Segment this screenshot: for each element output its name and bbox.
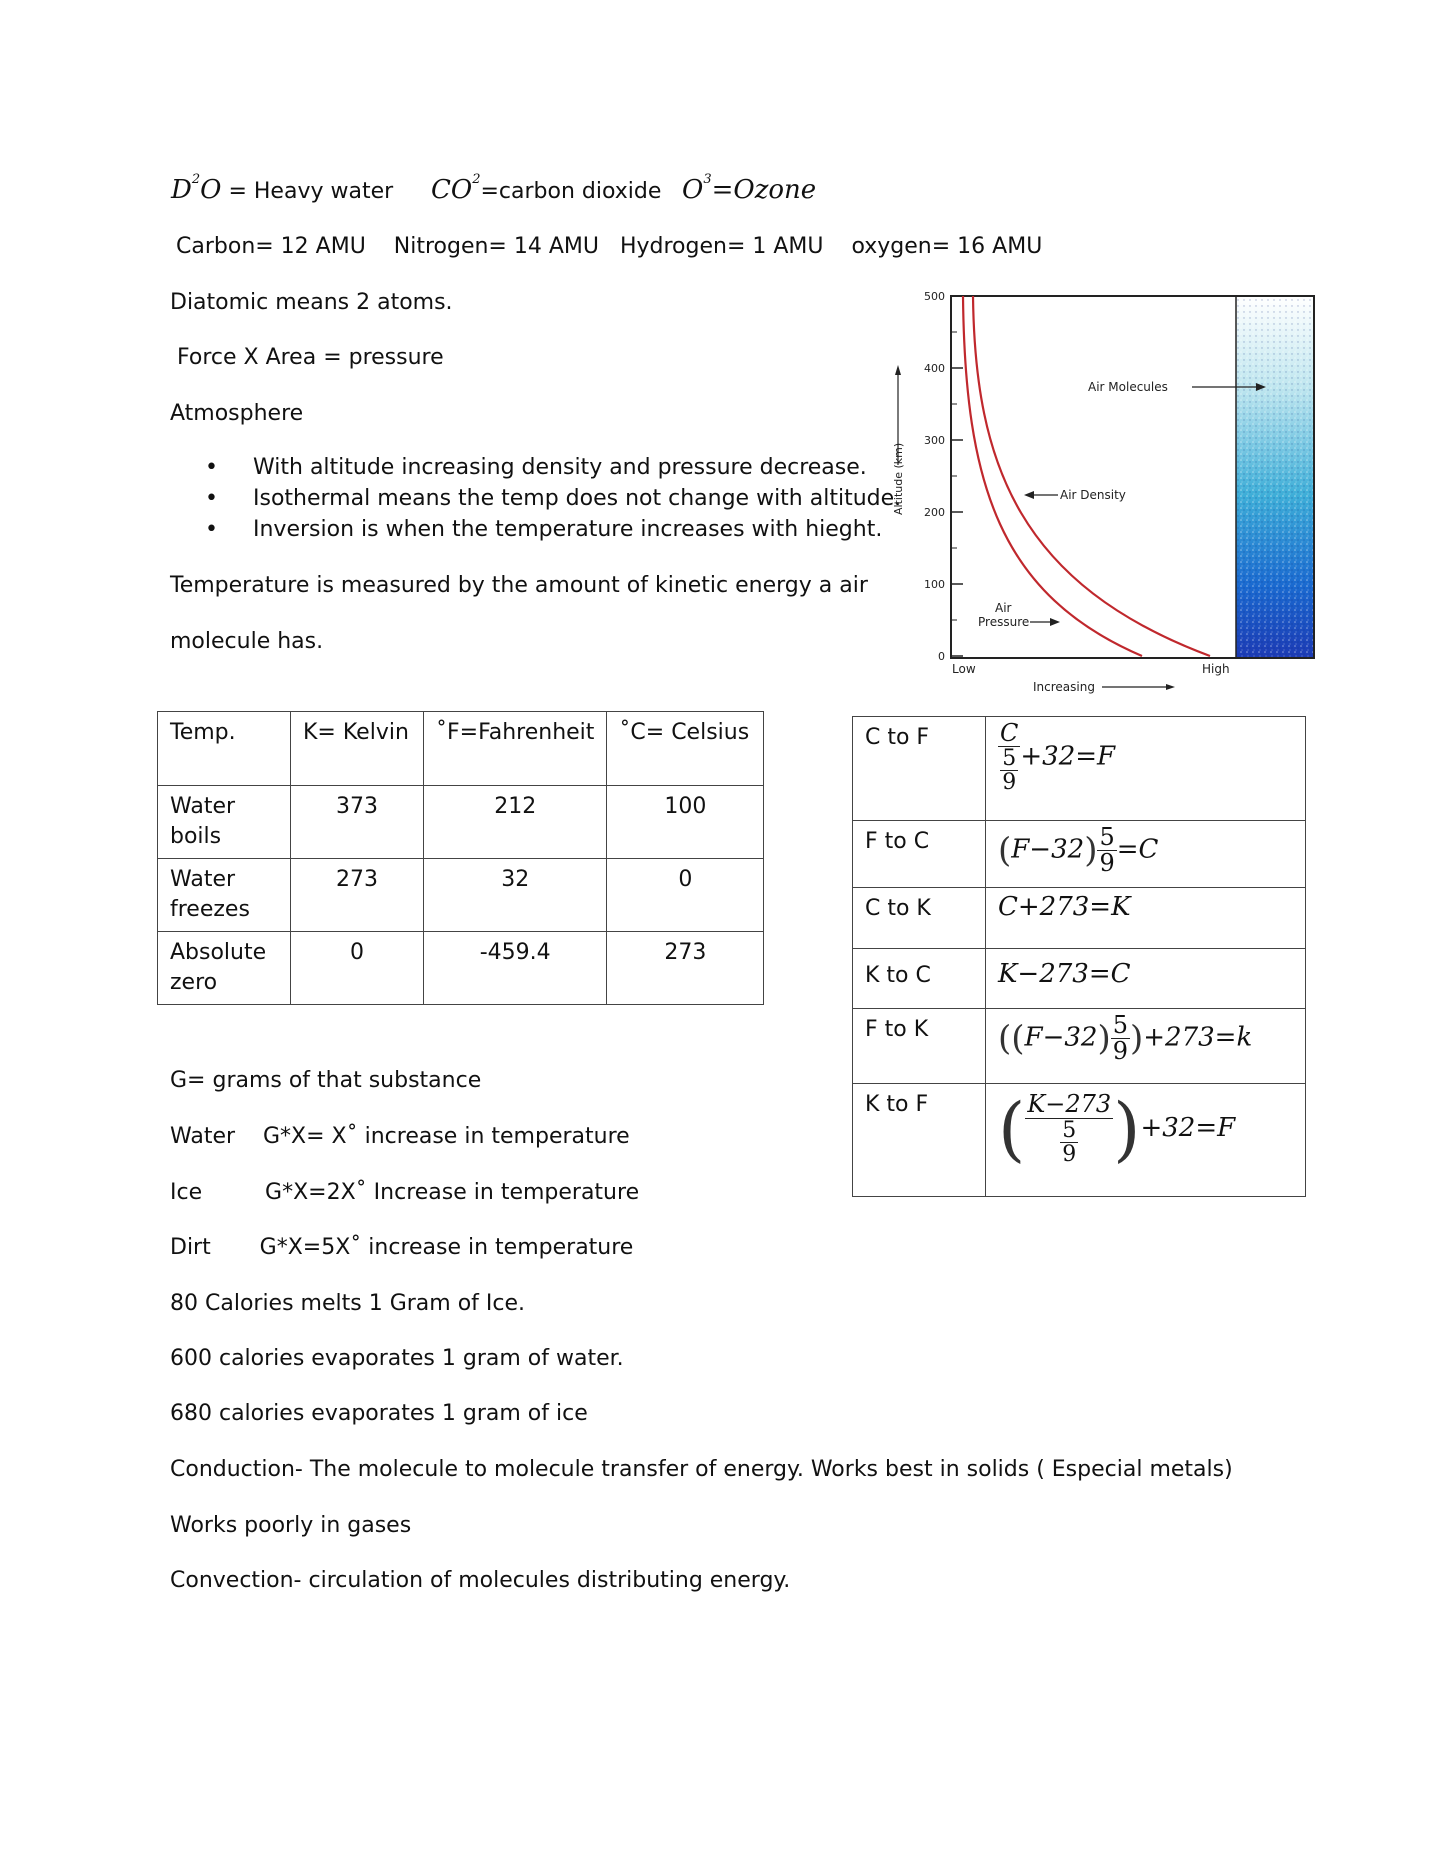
- annotation-pressure: Pressure: [978, 615, 1030, 629]
- carbon-dioxide-line: [431, 172, 662, 205]
- ice-line: Ice G*X=2X˚ Increase in temperature: [170, 1180, 640, 1205]
- convection-line: Convection- circulation of molecules distributing energy.: [170, 1568, 791, 1593]
- bullet-item: • Isothermal means the temp does not change with altitude.: [205, 483, 901, 514]
- calories-line-3: 680 calories evaporates 1 gram of ice: [170, 1401, 588, 1426]
- bullet-item: • With altitude increasing density and pressure decrease.: [205, 452, 901, 483]
- table-cell: Water freezes: [158, 859, 291, 932]
- o3-symbol: $O^3$: [682, 172, 712, 205]
- bullet-item: • Inversion is when the temperature increases with hieght.: [205, 514, 901, 545]
- calories-line-2: 600 calories evaporates 1 gram of water.: [170, 1346, 624, 1371]
- table-row: [158, 932, 764, 1005]
- air-molecules-speckle: [1236, 297, 1313, 657]
- table-header-cell: ˚F=Fahrenheit: [424, 712, 607, 786]
- table-cell: 0: [607, 859, 764, 932]
- table-cell: -459.4: [424, 932, 607, 1005]
- heavy-water-line: [171, 172, 394, 205]
- d2o-symbol: $D^2O$: [171, 172, 222, 205]
- co2-symbol: $CO^2$: [431, 172, 481, 205]
- y-tick-label: 200: [924, 506, 945, 519]
- y-tick-label: 0: [938, 650, 945, 663]
- conversion-row: [853, 949, 1306, 1009]
- atmosphere-heading: Atmosphere: [170, 401, 304, 426]
- table-cell: 373: [291, 786, 424, 859]
- y-axis-label: Altitude (km): [892, 442, 905, 515]
- atmosphere-bullets: [205, 452, 901, 545]
- y-axis-arrowhead: [895, 365, 901, 375]
- table-cell: 0: [291, 932, 424, 1005]
- force-line: Force X Area = pressure: [170, 345, 444, 370]
- x-axis-label: Increasing: [1033, 680, 1095, 694]
- calories-line-1: 80 Calories melts 1 Gram of Ice.: [170, 1291, 526, 1316]
- conversion-label: F to K: [853, 1009, 986, 1084]
- x-tick-low: Low: [952, 662, 976, 676]
- formula-c-to-f: $\frac{C}{\frac{5}{9}}$ +32=F: [986, 717, 1306, 821]
- table-cell: 273: [291, 859, 424, 932]
- x-axis-arrowhead: [1166, 684, 1175, 690]
- diatomic-line: Diatomic means 2 atoms.: [170, 290, 453, 315]
- conversion-label: K to F: [853, 1084, 986, 1197]
- temperature-line-2: molecule has.: [170, 629, 324, 654]
- table-header-row: [158, 712, 764, 786]
- annotation-density-arrowhead: [1024, 491, 1034, 499]
- formula-f-to-k: ((F−32) $\frac{5}{9}$ )+273=k: [986, 1009, 1306, 1084]
- dirt-line: Dirt G*X=5X˚ increase in temperature: [170, 1235, 634, 1260]
- table-cell: 32: [424, 859, 607, 932]
- y-tick-label: 400: [924, 362, 945, 375]
- conduction-line: Conduction- The molecule to molecule transfer of energy. Works best in solids ( Especial metals): [170, 1457, 1233, 1482]
- table-cell: 100: [607, 786, 764, 859]
- x-tick-high: High: [1202, 662, 1230, 676]
- temperature-line-1: Temperature is measured by the amount of kinetic energy a air: [170, 573, 868, 598]
- conversion-row: [853, 1084, 1306, 1197]
- conversion-label: C to K: [853, 888, 986, 949]
- table-cell: Absolute zero: [158, 932, 291, 1005]
- table-header-cell: ˚C= Celsius: [607, 712, 764, 786]
- formula-k-to-c: K−273=C: [986, 949, 1306, 1009]
- table-header-cell: Temp.: [158, 712, 291, 786]
- conversion-row: [853, 717, 1306, 821]
- table-cell: Water boils: [158, 786, 291, 859]
- water-line: Water G*X= X˚ increase in temperature: [170, 1124, 630, 1149]
- conversion-label: K to C: [853, 949, 986, 1009]
- atmosphere-chart: [880, 285, 1320, 705]
- works-poorly-line: Works poorly in gases: [170, 1513, 412, 1538]
- temperature-table: [157, 711, 764, 1005]
- conversion-row: [853, 888, 1306, 949]
- amu-line: Carbon= 12 AMU Nitrogen= 14 AMU Hydrogen= 1 AMU oxygen= 16 AMU: [176, 234, 1043, 259]
- conversion-row: [853, 821, 1306, 888]
- y-tick-label: 300: [924, 434, 945, 447]
- co2-text: =carbon dioxide: [480, 179, 662, 204]
- table-header-cell: K= Kelvin: [291, 712, 424, 786]
- annotation-pressure-arrowhead: [1050, 618, 1060, 626]
- annotation-air-density: Air Density: [1060, 488, 1126, 502]
- table-cell: 273: [607, 932, 764, 1005]
- formula-f-to-c: (F−32) $\frac{5}{9}$ =C: [986, 821, 1306, 888]
- o3-text: =Ozone: [711, 175, 817, 205]
- ozone-line: [682, 172, 817, 205]
- formula-k-to-f: ( $\frac{K-273}{\frac{5}{9}}$ )+32=F: [986, 1084, 1306, 1197]
- conversion-label: F to C: [853, 821, 986, 888]
- y-tick-label: 500: [924, 290, 945, 303]
- table-row: [158, 786, 764, 859]
- grams-definition: G= grams of that substance: [170, 1068, 482, 1093]
- conversion-label: C to F: [853, 717, 986, 821]
- heavy-water-text: = Heavy water: [221, 179, 394, 204]
- y-tick-label: 100: [924, 578, 945, 591]
- air-pressure-curve: [963, 296, 1142, 656]
- conversion-table: [852, 716, 1306, 1197]
- conversion-row: [853, 1009, 1306, 1084]
- table-row: [158, 859, 764, 932]
- table-cell: 212: [424, 786, 607, 859]
- formula-c-to-k: C+273=K: [986, 888, 1306, 949]
- annotation-air: Air: [995, 601, 1012, 615]
- annotation-air-molecules: Air Molecules: [1088, 380, 1168, 394]
